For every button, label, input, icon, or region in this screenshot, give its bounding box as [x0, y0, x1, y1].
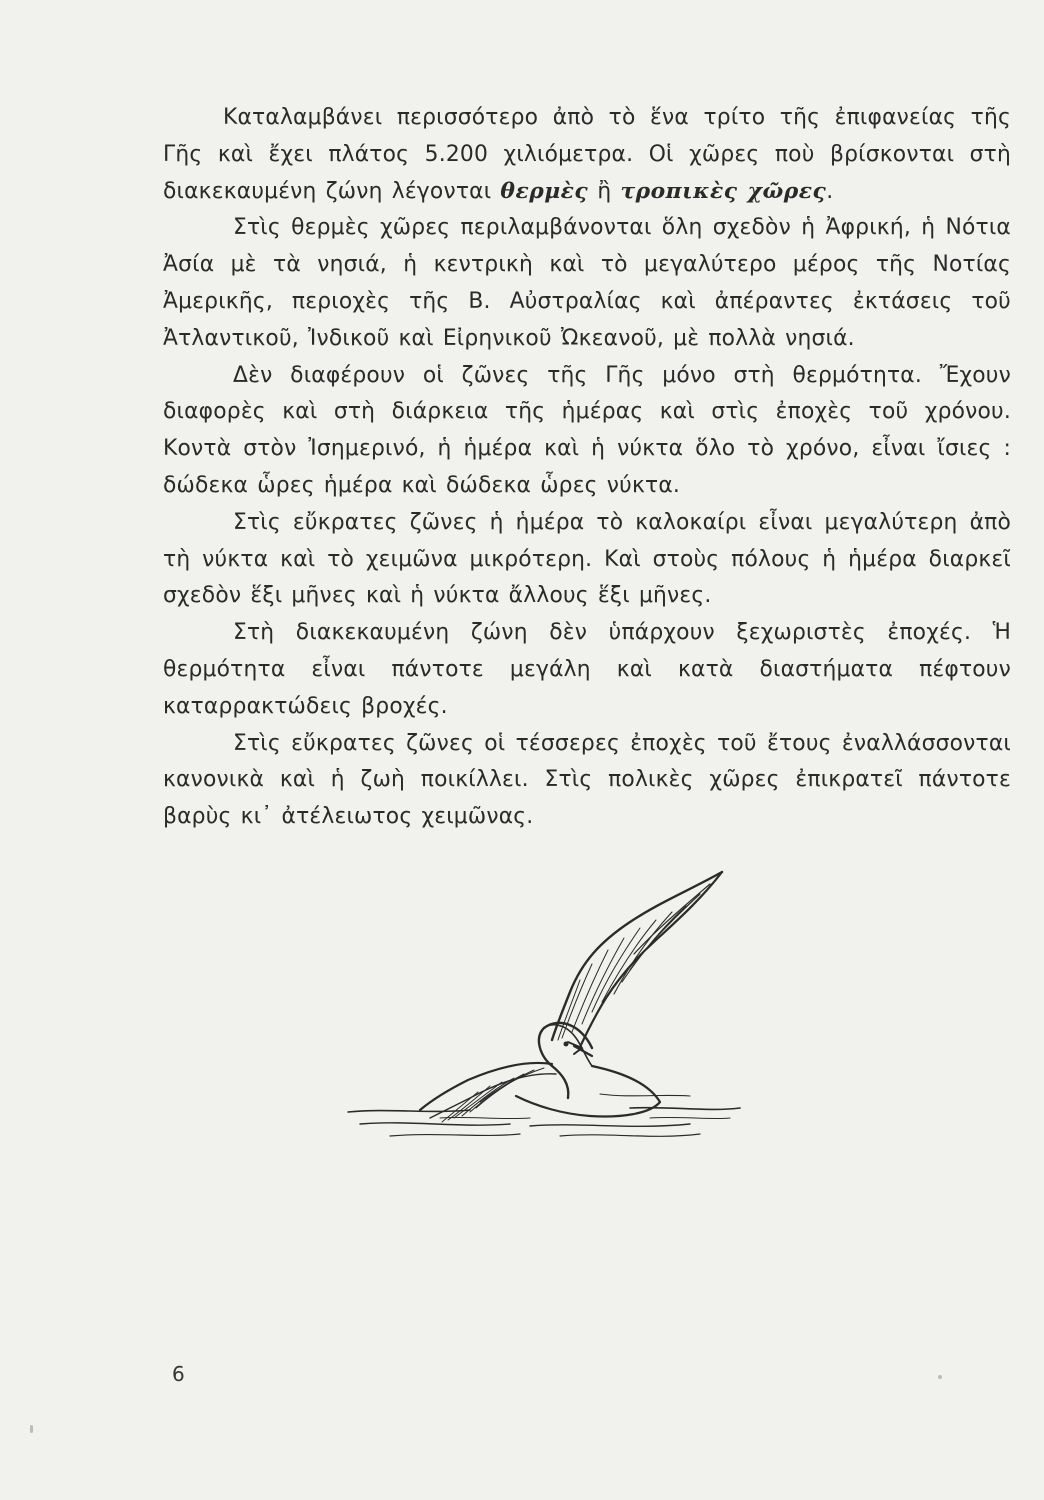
paragraph-3: Δὲν διαφέρουν οἱ ζῶνες τῆς Γῆς μόνο στὴ θερμότητα. Ἔχουν διαφορὲς καὶ στὴ διάρκεια τῆς ἡμέρας καὶ στὶς ἐποχὲς τοῦ χρόνου. Κοντὰ στὸν Ἰσημερινό, ἡ ἡμέρα καὶ ἡ νύκτα ὅλο τὸ χρόνο, εἶναι ἴσιες : δώδεκα ὧρες ἡμέρα καὶ δώδεκα ὧρες νύκτα.	[163, 362, 1011, 498]
paragraph-6: Στὶς εὔκρατες ζῶνες οἱ τέσσερες ἐποχὲς τοῦ ἔτους ἐναλλάσσονται κανονικὰ καὶ ἡ ζωὴ ποικίλλει. Στὶς πολικὲς χῶρες ἐπικρατεῖ πάντοτε βαρὺς κι᾿ ἀτέλειωτος χειμῶνας.	[163, 730, 1011, 830]
paragraph-1-end: .	[826, 178, 834, 204]
swan-illustration-icon	[330, 862, 750, 1142]
term-thermes: θερμὲς	[500, 178, 589, 204]
paragraph-1-text: Καταλαμβάνει περισσότερο ἀπὸ τὸ ἕνα τρίτο τῆς ἐπιφανείας τῆς Γῆς καὶ ἔχει πλάτος 5.200 χιλιόμετρα. Οἱ χῶρες ποὺ βρίσκονται στὴ διακεκαυμένη ζώνη λέγονται	[163, 105, 1011, 204]
paragraph-4: Στὶς εὔκρατες ζῶνες ἡ ἡμέρα τὸ καλοκαίρι εἶναι μεγαλύτερη ἀπὸ τὴ νύκτα καὶ τὸ χειμῶνα μικρότερη. Καὶ στοὺς πόλους ἡ ἡμέρα διαρκεῖ σχεδὸν ἕξι μῆνες καὶ ἡ νύκτα ἄλλους ἕξι μῆνες.	[163, 509, 1011, 609]
body-text	[163, 100, 1011, 836]
paragraph-5: Στὴ διακεκαυμένη ζώνη δὲν ὑπάρχουν ξεχωριστὲς ἐποχές. Ἡ θερμότητα εἶναι πάντοτε μεγάλη καὶ κατὰ διαστήματα πέφτουν καταρρακτώδεις βροχές.	[163, 620, 1011, 719]
paragraph-1-conjunction: ἢ	[588, 178, 621, 204]
paragraph-1	[163, 100, 1011, 210]
term-tropikes-hores: τροπικὲς χῶρες	[620, 178, 827, 204]
page-number: 6	[172, 1362, 185, 1386]
paper-speck	[938, 1375, 942, 1379]
paper-speck	[30, 1425, 33, 1433]
paragraph-2: Στὶς θερμὲς χῶρες περιλαμβάνονται ὅλη σχεδὸν ἡ Ἀφρική, ἡ Νότια Ἀσία μὲ τὰ νησιά, ἡ κεντρικὴ καὶ τὸ μεγαλύτερο μέρος τῆς Νοτίας Ἀμερικῆς, περιοχὲς τῆς Β. Αὐστραλίας καὶ ἀπέραντες ἐκτάσεις τοῦ Ἀτλαντικοῦ, Ἰνδικοῦ καὶ Εἰρηνικοῦ Ὠκεανοῦ, μὲ πολλὰ νησιά.	[163, 215, 1011, 351]
